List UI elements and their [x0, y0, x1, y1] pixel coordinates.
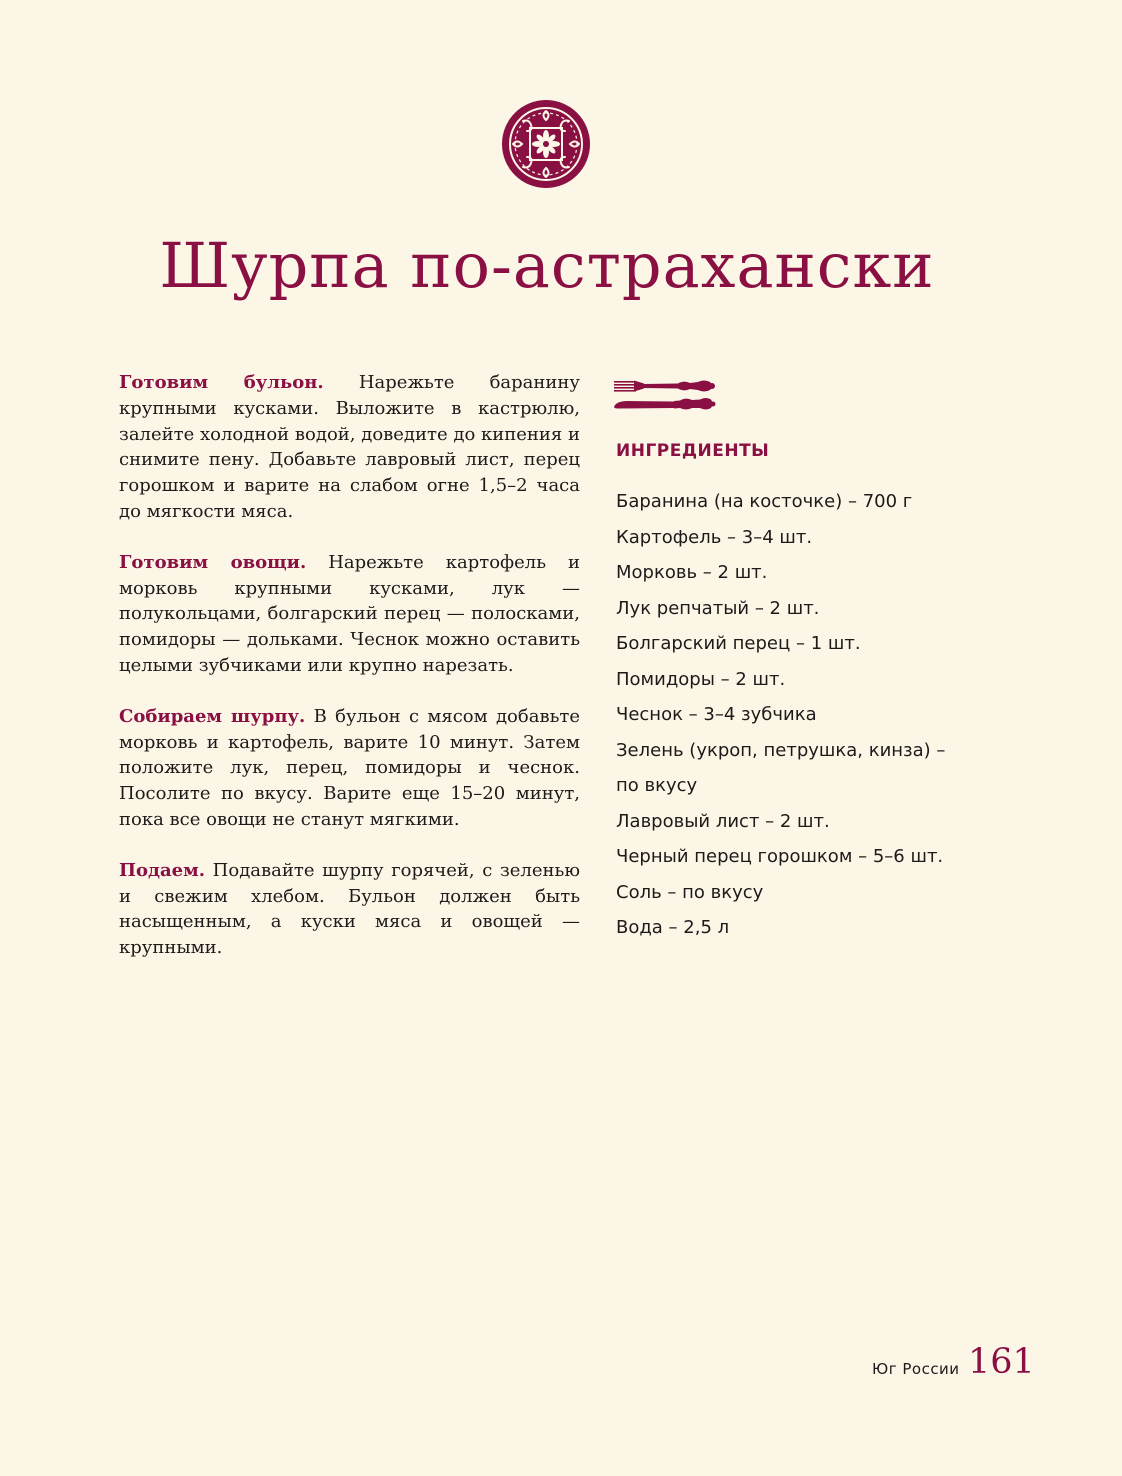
- ornament-emblem-icon: [501, 99, 591, 189]
- step-text: Нарежьте картофель и морковь крупными кусками, лук — полукольцами, болгарский перец — полосками, помидоры — дольками. Чеснок можно оставить целыми зубчиками или крупно нарезать.: [119, 551, 580, 676]
- ingredient-item: Соль – по вкусу: [616, 881, 764, 903]
- ingredient-item: Картофель – 3–4 шт.: [616, 526, 813, 548]
- ingredient-item: Зелень (укроп, петрушка, кинза) –: [616, 739, 946, 761]
- step-heading: Подаем.: [119, 859, 206, 881]
- step-heading: Собираем шурпу.: [119, 705, 306, 727]
- ingredient-item: Черный перец горошком – 5–6 шт.: [616, 846, 944, 867]
- method-step: [119, 704, 580, 833]
- fork-knife-icon: [614, 377, 716, 415]
- ingredient-item: Помидоры – 2 шт.: [616, 668, 786, 690]
- ingredients-list: [616, 484, 976, 946]
- step-text: Подавайте шурпу горячей, с зеленью и свежим хлебом. Бульон должен быть насыщенным, а куски мяса и овощей — крупными.: [119, 859, 580, 959]
- page-number: 161: [968, 1342, 1035, 1382]
- ingredient-item: Чеснок – 3–4 зубчика: [616, 704, 817, 725]
- ingredient-item: Болгарский перец – 1 шт.: [616, 633, 861, 654]
- footer-section-name: Юг России: [872, 1360, 960, 1378]
- method-column: [119, 370, 580, 986]
- method-step: [119, 370, 580, 525]
- ingredient-item: Лавровый лист – 2 шт.: [616, 810, 830, 832]
- step-text: Нарежьте баранину крупными кусками. Выложите в кастрюлю, залейте холодной водой, доведите до кипения и снимите пену. Добавьте лавровый лист, перец горошком и варите на слабом огне 1,5–2 часа до мягкости мяса.: [119, 372, 580, 522]
- ingredient-item: Лук репчатый – 2 шт.: [616, 597, 820, 619]
- ingredient-item: Морковь – 2 шт.: [616, 562, 768, 583]
- step-text: В бульон с мясом добавьте морковь и картофель, варите 10 минут. Затем положите лук, перец, помидоры и чеснок. Посолите по вкусу. Варите еще 15–20 минут, пока все овощи не станут мягкими.: [119, 705, 580, 830]
- ingredients-title: ИНГРЕДИЕНТЫ: [616, 441, 770, 461]
- ingredient-item: по вкусу: [616, 775, 698, 796]
- ingredient-item: Баранина (на косточке) – 700 г: [616, 491, 913, 512]
- step-heading: Готовим овощи.: [119, 551, 307, 573]
- method-step: [119, 858, 580, 961]
- ingredient-item: Вода – 2,5 л: [616, 917, 730, 938]
- step-heading: Готовим бульон.: [119, 372, 324, 393]
- recipe-title: Шурпа по-астрахански: [159, 229, 935, 302]
- method-step: [119, 550, 580, 679]
